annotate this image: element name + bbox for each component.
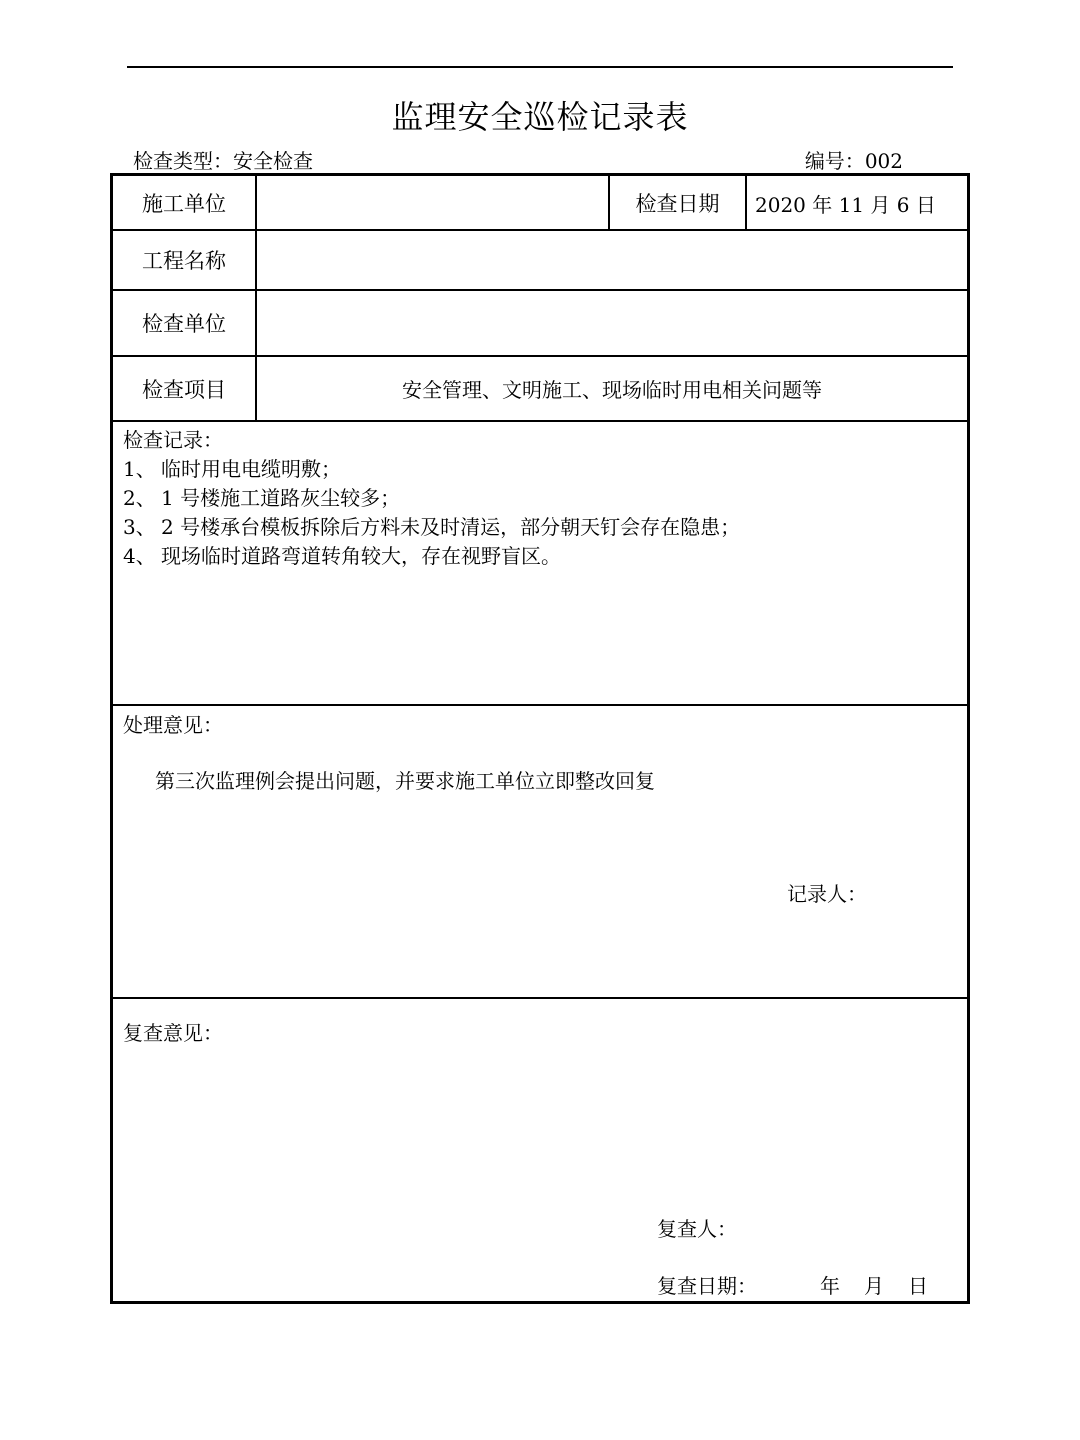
reviewer-label: 复查人： [657,1217,737,1241]
record-item-number: 4、 [123,544,156,568]
project-name-label: 工程名称 [142,249,226,273]
review-heading: 复查意见： [123,1021,223,1045]
handling-heading: 处理意见： [123,713,223,737]
project-name-value [267,231,957,289]
record-item-number: 1、 [123,457,156,481]
check-date-label: 检查日期 [635,192,720,216]
check-type [133,145,313,174]
record-item [123,453,341,482]
record-item-number: 2、 [123,486,156,510]
record-heading: 检查记录： [123,428,223,452]
construction-unit-value [257,176,607,230]
review-date-label: 复查日期： [657,1274,757,1298]
inspection-table [110,173,970,1304]
record-item [123,511,740,540]
recorder-label: 记录人： [787,882,867,906]
record-item-text: 临时用电电缆明敷； [161,457,341,481]
record-item [123,482,400,511]
top-rule [127,66,953,68]
record-item-number: 3、 [123,515,156,539]
record-number-label: 编号： [804,149,865,173]
construction-unit-label: 施工单位 [142,192,226,216]
handling-content: 第三次监理例会提出问题，并要求施工单位立即整改回复 [155,769,655,793]
row-divider [113,997,967,999]
column-divider [745,176,747,230]
review-month-label: 月 [864,1274,884,1298]
inspection-unit-label: 检查单位 [142,312,226,336]
inspection-unit-value [267,291,957,355]
record-item-text: 现场临时道路弯道转角较大，存在视野盲区。 [161,544,561,568]
row-divider [113,420,967,422]
record-item-text: 1 号楼施工道路灰尘较多； [161,486,401,510]
inspection-items-label: 检查项目 [142,377,226,402]
row-divider [113,704,967,706]
check-type-value: 安全检查 [233,149,313,173]
record-number-value: 002 [864,149,903,173]
record-item-text: 2 号楼承台模板拆除后方料未及时清运，部分朝天钉会存在隐患； [161,515,741,539]
review-day-label: 日 [908,1274,928,1298]
document-title: 监理安全巡检记录表 [391,98,689,136]
inspection-items-value: 安全管理、文明施工、现场临时用电相关问题等 [402,378,822,402]
review-year-label: 年 [820,1274,840,1298]
check-type-label: 检查类型： [133,149,233,173]
record-item [123,540,561,569]
record-number [805,145,903,174]
check-date-value: 2020 年 11 月 6 日 [755,192,936,217]
